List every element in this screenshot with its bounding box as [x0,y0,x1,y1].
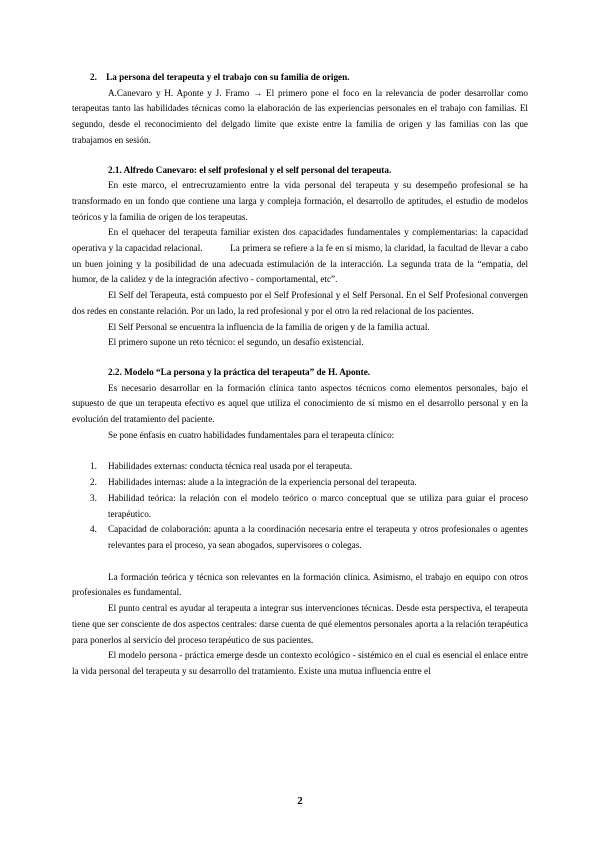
section-2-1-paragraph-2: En el quehacer del terapeuta familiar existen dos capacidades fundamentales y complementarias: la capacidad operativa y la capacidad relacional. La primera se refiere a la fe en sí mismo, la claridad, la facultad de llevar a cabo un buen joining y la posibilidad de una adecuada estimulación de la interacción. La segunda trata de la “empatía, del humor, de la calidez y de la integración afectivo - comportamental, etc”. [72,227,528,285]
section-2-heading: 2. La persona del terapeuta y el trabajo con su familia de origen. [90,72,350,82]
section-2-1-heading: 2.1. Alfredo Canevaro: el self profesional y el self personal del terapeuta. [108,164,392,175]
list-item: 3. Habilidad teórica: la relación con el modelo teórico o marco conceptual que se utiliza para guiar el proceso terapéutico. [90,492,528,519]
list-item: 2. Habilidades internas: alude a la integración de la experiencia personal del terapeuta. [90,477,417,488]
section-2-1-paragraph-4: El Self Personal se encuentra la influencia de la familia de origen y de la familia actual. [108,321,430,332]
page-number: 2 [297,795,303,807]
section-2-2-paragraph-5: El modelo persona - práctica emerge desde un contexto ecológico - sistémico en el cual es esencial el enlace entre la vida personal del terapeuta y su desarrollo del tratamiento. Existe una mutua influencia entre el [72,650,528,676]
skills-list [72,459,528,553]
section-2-2-paragraph-2: Se pone énfasis en cuatro habilidades fundamentales para el terapeuta clínico: [108,429,395,440]
section-2-2-paragraph-4: El punto central es ayudar al terapeuta a integrar sus intervenciones técnicas. Desde esta perspectiva, el terapeuta tiene que ser consciente de dos aspectos centrales: darse cuenta de qué elementos personales aporta a la relación terapéutica para ponerlos al servicio del proceso terapéutico de sus pacientes. [72,603,528,645]
section-2-2-paragraph-1: Es necesario desarrollar en la formación clínica tanto aspectos técnicos como elementos personales, bajo el supuesto de que un terapeuta efectivo es aquel que utiliza el conocimiento de sí mismo en el desarrollo personal y en la evolución del tratamiento del paciente. [72,382,528,425]
section-2-2-heading: 2.2. Modelo “La persona y la práctica del terapeuta” de H. Aponte. [108,366,371,377]
section-2-1-paragraph-5: El primero supone un reto técnico: el segundo, un desafío existencial. [108,337,364,348]
section-2-paragraph: A.Canevaro y H. Aponte y J. Framo → El primero pone el foco en la relevancia de poder desarrollar como terapeutas tanto las habilidades técnicas como la elaboración de las experiencias personales en el trabajo con familias. El segundo, desde el reconocimiento del delgado límite que existe entre la familia de origen y las familias con las que trabajamos en sesión. [72,87,528,145]
document-page [72,70,528,680]
list-item: 1. Habilidades externas: conducta técnica real usada por el terapeuta. [90,461,353,472]
section-2-1-paragraph-1: En este marco, el entrecruzamiento entre la vida personal del terapeuta y su desempeño profesional se ha transformado en un fondo que contiene una larga y compleja formación, el desarrollo de aptitudes, el estudio de modelos teóricos y la familia de origen de los terapeutas. [72,180,528,222]
list-item: 4. Capacidad de colaboración: apunta a la coordinación necesaria entre el terapeuta y otros profesionales o agentes relevantes para el proceso, ya sean abogados, supervisores o colegas. [90,524,528,550]
section-2-1-paragraph-3: El Self del Terapeuta, está compuesto por el Self Profesional y el Self Personal. En el Self Profesional convergen dos redes en constante relación. Por un lado, la red profesional y por el otro la red relacional de los pacientes. [72,290,528,316]
section-2-2-paragraph-3: La formación teórica y técnica son relevantes en la formación clínica. Asimismo, el trabajo en equipo con otros profesionales es fundamental. [72,571,528,598]
